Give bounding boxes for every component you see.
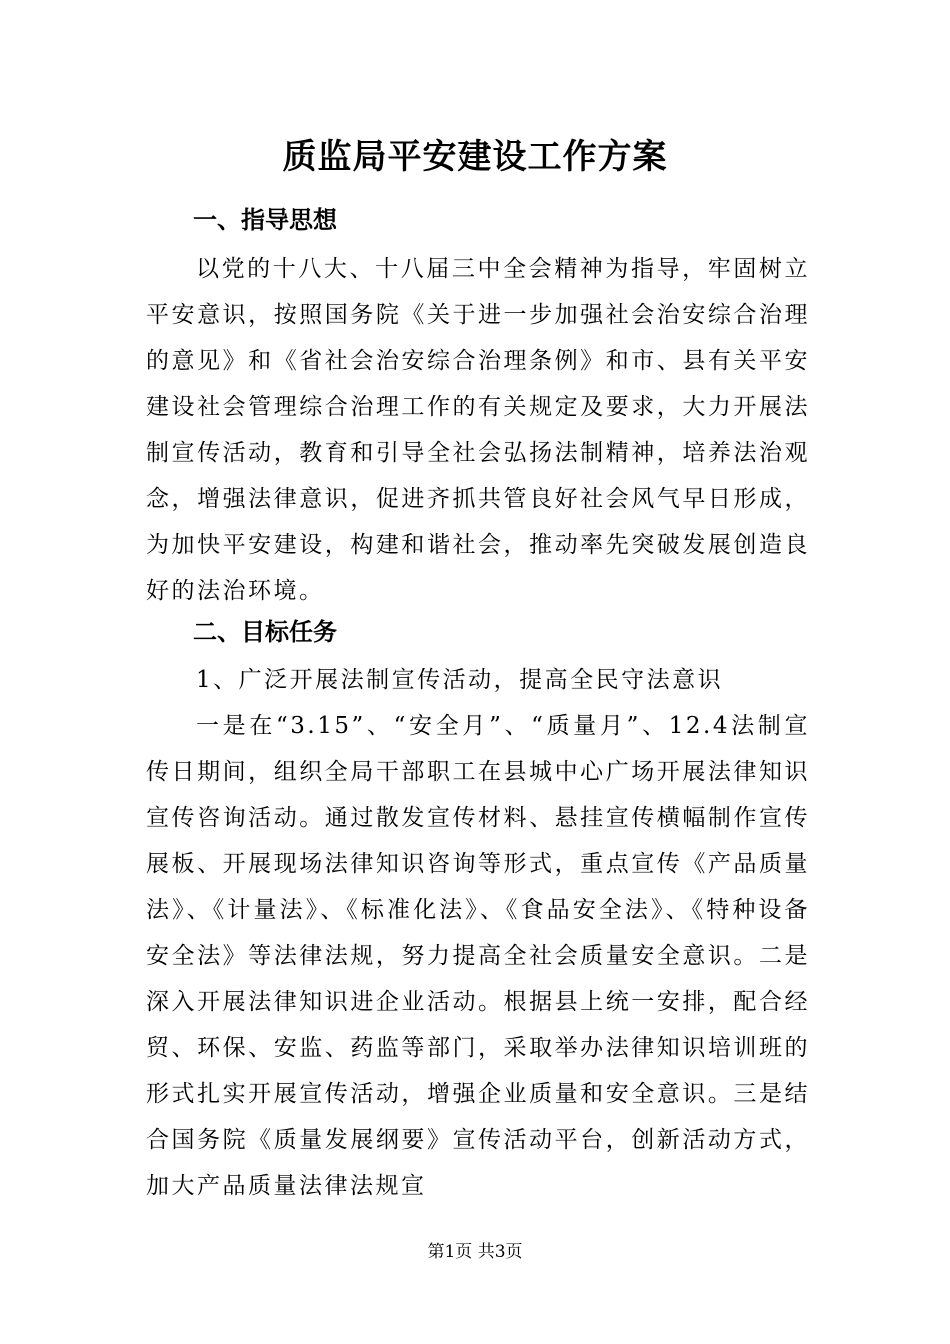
section-heading-guiding-ideology: 一、指导思想 (193, 206, 337, 234)
subsection-title-legal-publicity: 1、广泛开展法制宣传活动，提高全民守法意识 (196, 667, 724, 693)
document-title: 质监局平安建设工作方案 (282, 137, 668, 177)
paragraph-legal-publicity: 一是在“3.15”、“安全月”、“质量月”、12.4法制宣传日期间，组织全局干部职工在县城中心广场开展法律知识宣传咨询活动。通过散发宣传材料、悬挂宣传横幅制作宣传展板、开展现场法律知识咨询等形式，重点宣传《产品质量法》、《计量法》、《标准化法》、《食品安全法》、《特种设备安全法》等法律法规，努力提高全社会质量安全意识。二是深入开展法律知识进企业活动。根据县上统一安排，配合经贸、环保、安监、药监等部门，采取举办法律知识培训班的形式扎实开展宣传活动，增强企业质量和安全意识。三是结合国务院《质量发展纲要》宣传活动平台，创新活动方式，加大产品质量法律法规宣 (146, 713, 810, 1199)
section-heading-goals-tasks: 二、目标任务 (193, 618, 337, 646)
paragraph-guiding-ideology: 以党的十八大、十八届三中全会精神为指导，牢固树立平安意识，按照国务院《关于进一步加强社会治安综合治理的意见》和《省社会治安综合治理条例》和市、县有关平安建设社会管理综合治理工作的有关规定及要求，大力开展法制宣传活动，教育和引导全社会弘扬法制精神，培养法治观念，增强法律意识，促进齐抓共管良好社会风气早日形成，为加快平安建设，构建和谐社会，推动率先突破发展创造良好的法治环境。 (146, 256, 810, 604)
page-footer: 第1页 共3页 (427, 1242, 523, 1262)
